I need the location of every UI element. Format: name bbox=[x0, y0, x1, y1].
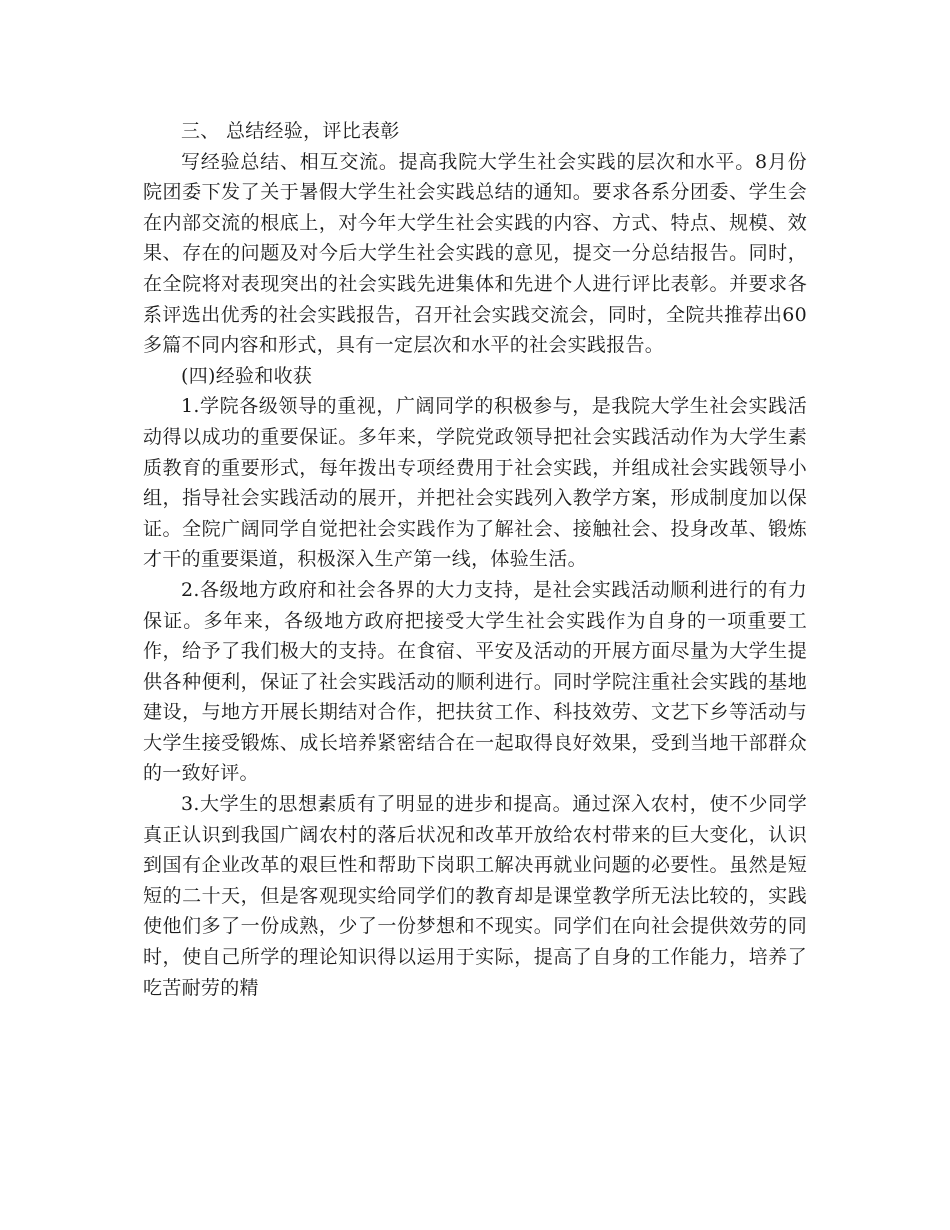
section-heading: 三、 总结经验，评比表彰 bbox=[181, 120, 400, 142]
list-item-1: 1.学院各级领导的重视，广阔同学的积极参与，是我院大学生社会实践活动得以成功的重要保证。多年来，学院党政领导把社会实践活动作为大学生素质教育的重要形式，每年拨出专项经费用于社会实践，并组成社会实践领导小组，指导社会实践活动的展开，并把社会实践列入教学方案，形成制度加以保证。全院广阔同学自觉把社会实践作为了解社会、接触社会、投身改革、锻炼才干的重要渠道，积极深入生产第一线，体验生活。 bbox=[143, 395, 807, 571]
list-item-3: 3.大学生的思想素质有了明显的进步和提高。通过深入农村，使不少同学真正认识到我国广阔农村的落后状况和改革开放给农村带来的巨大变化，认识到国有企业改革的艰巨性和帮助下岗职工解决再就业问题的必要性。虽然是短短的二十天，但是客观现实给同学们的教育却是课堂教学所无法比较的，实践使他们多了一份成熟，少了一份梦想和不现实。同学们在向社会提供效劳的同时，使自己所学的理论知识得以运用于实际，提高了自身的工作能力，培养了吃苦耐劳的精 bbox=[143, 793, 807, 999]
list-item-2: 2.各级地方政府和社会各界的大力支持，是社会实践活动顺利进行的有力保证。多年来，各级地方政府把接受大学生社会实践作为自身的一项重要工作，给予了我们极大的支持。在食宿、平安及活动的开展方面尽量为大学生提供各种便利，保证了社会实践活动的顺利进行。同时学院注重社会实践的基地建设，与地方开展长期结对合作，把扶贫工作、科技效劳、文艺下乡等活动与大学生接受锻炼、成长培养紧密结合在一起取得良好效果，受到当地干部群众的一致好评。 bbox=[143, 578, 807, 785]
document-body bbox=[143, 116, 807, 1003]
paragraph-summary-exchange: 写经验总结、相互交流。提高我院大学生社会实践的层次和水平。8月份院团委下发了关于暑假大学生社会实践总结的通知。要求各系分团委、学生会在内部交流的根底上，对今年大学生社会实践的内容、方式、特点、规模、效果、存在的问题及对今后大学生社会实践的意见，提交一分总结报告。同时，在全院将对表现突出的社会实践先进集体和先进个人进行评比表彰。并要求各系评选出优秀的社会实践报告，召开社会实践交流会，同时，全院共推荐出60多篇不同内容和形式，具有一定层次和水平的社会实践报告。 bbox=[143, 150, 807, 357]
subheading-experience: (四)经验和收获 bbox=[181, 364, 313, 387]
